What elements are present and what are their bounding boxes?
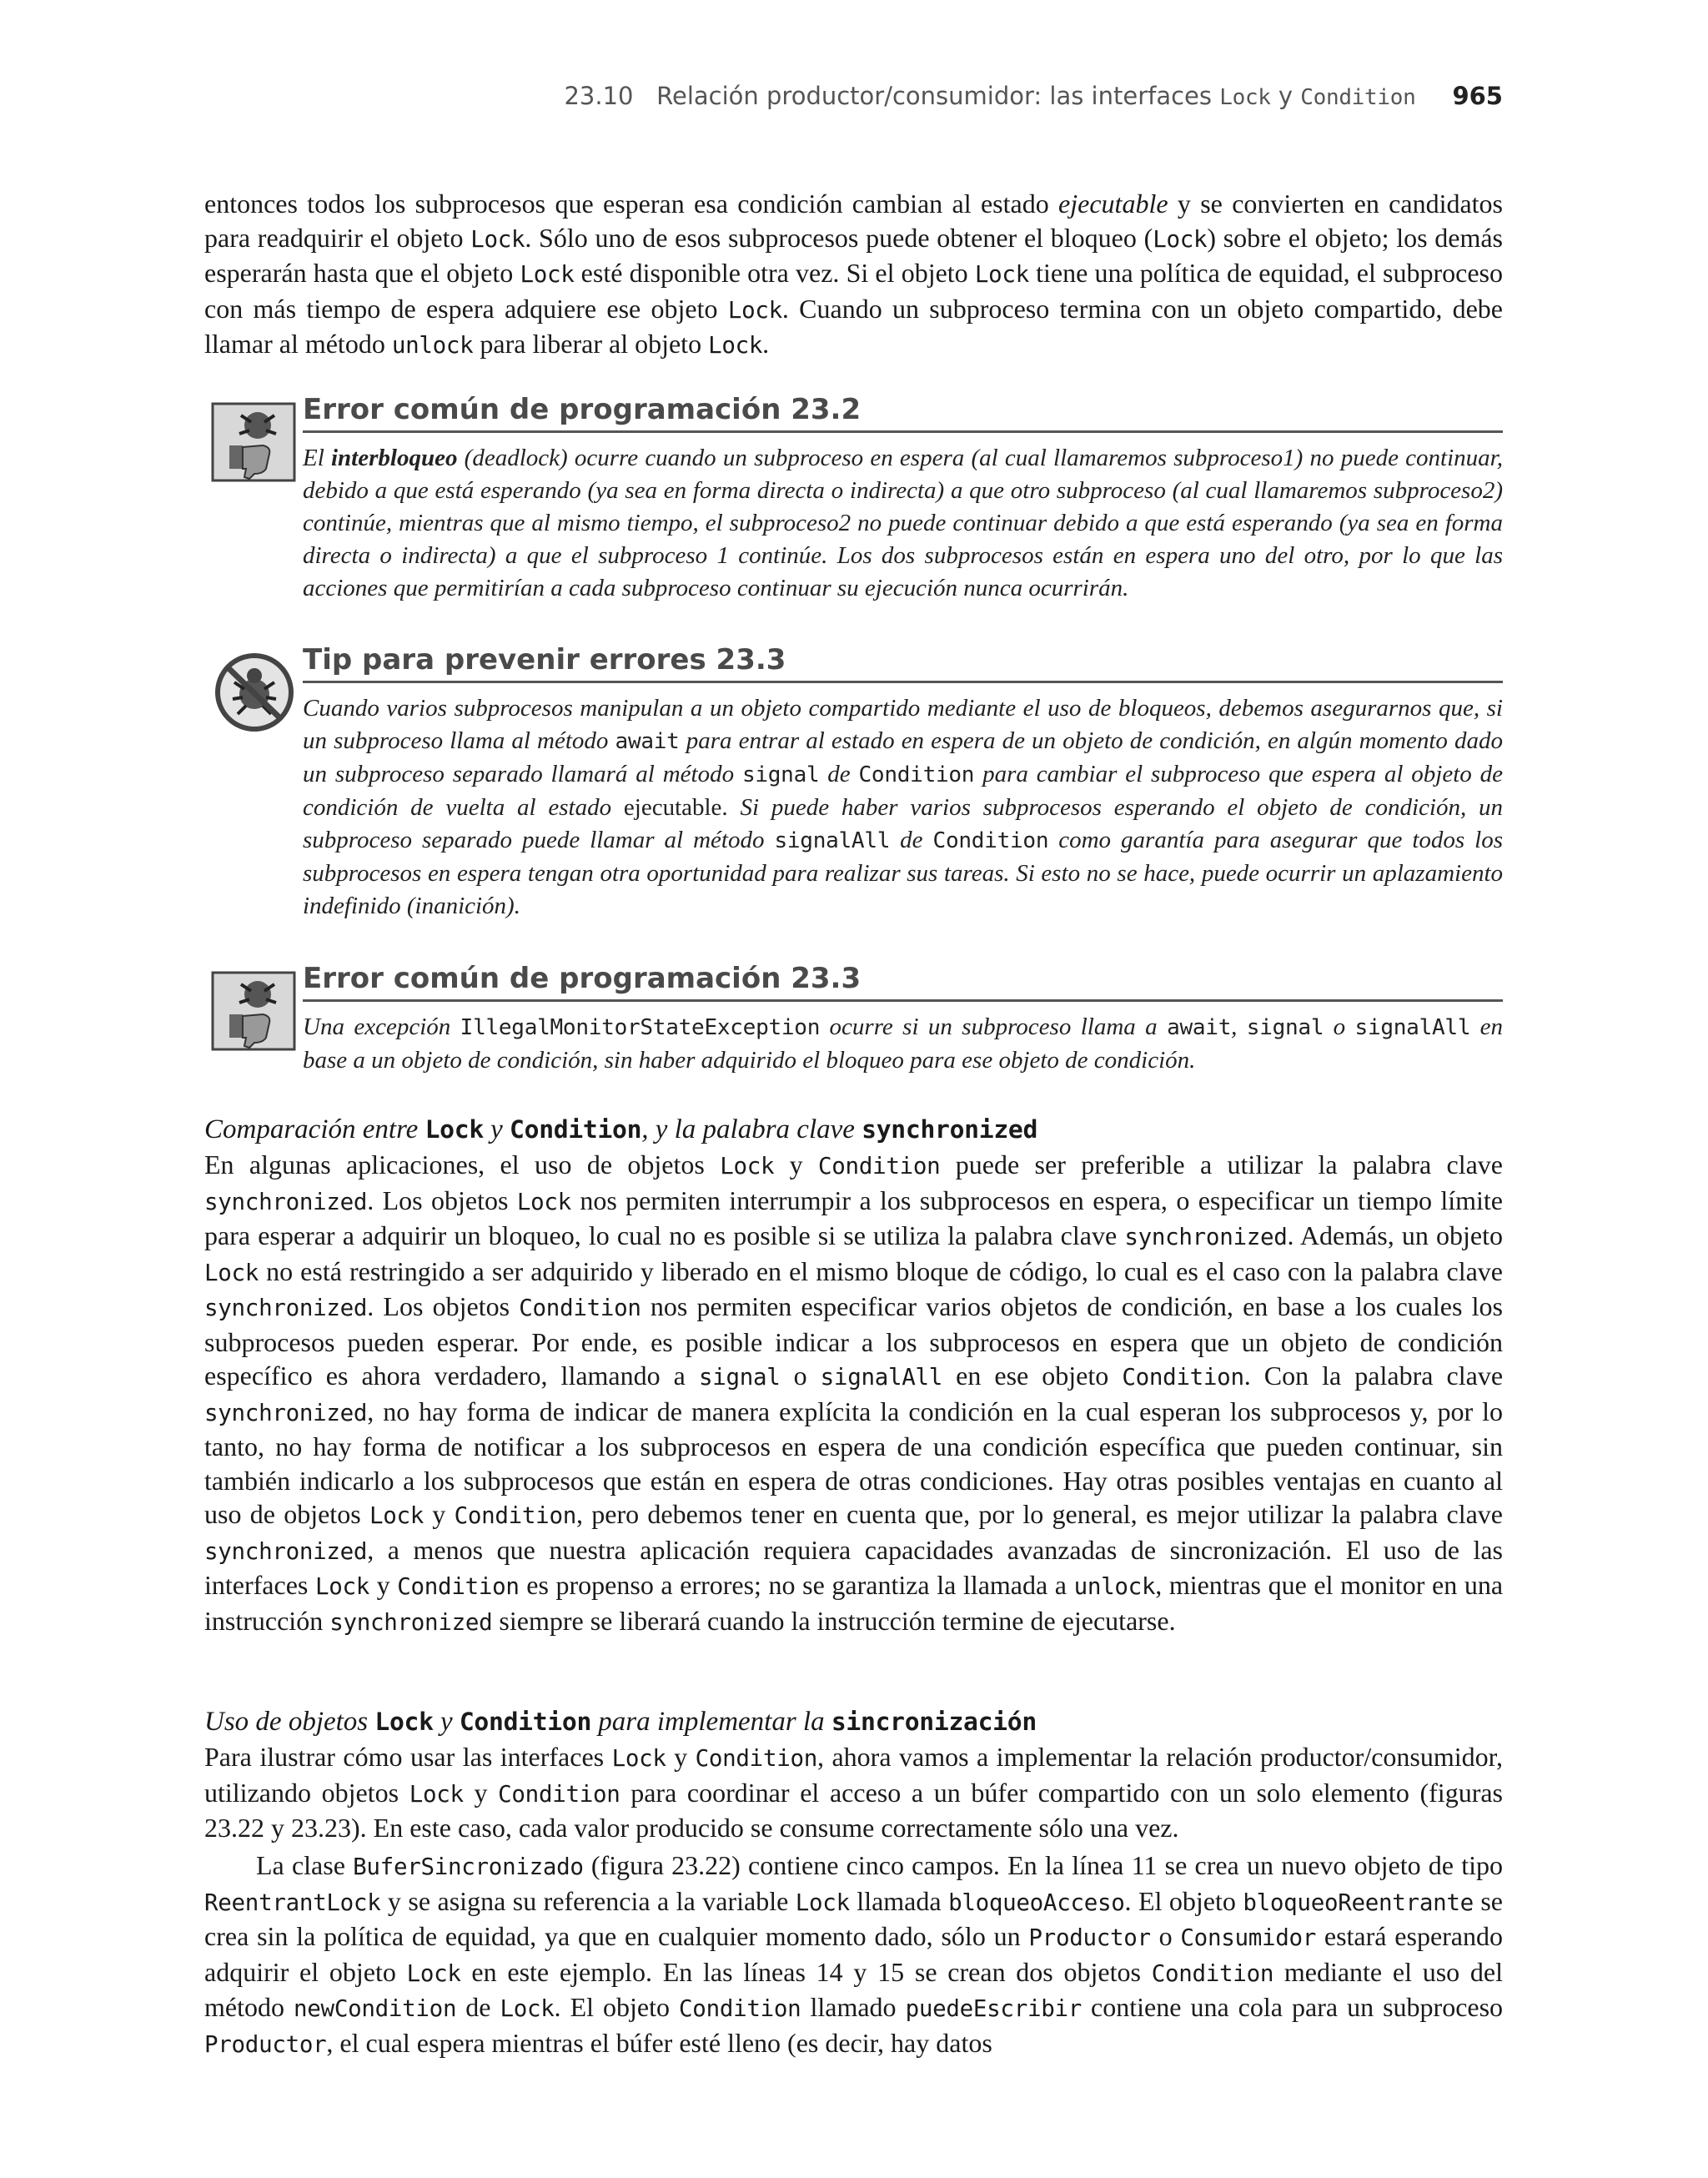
bug-thumbs-down-icon	[211, 400, 298, 484]
bug-thumbs-down-icon	[211, 969, 298, 1053]
comparison-paragraph: En algunas aplicaciones, el uso de objetos Lock y Condition puede ser preferible a utilizar la palabra clave synchronized. Los objetos Lock nos permiten interrumpir a los subprocesos en espera, o especificar un tiempo límite para esperar a adquirir un bloqueo, lo cual no es posible si se utiliza la palabra clave synchronized. Además, un objeto Lock no está restringido a ser adquirido y liberado en el mismo bloque de código, lo cual es el caso con la palabra clave synchronized. Los objetos Condition nos permiten especificar varios objetos de condición, en base a los cuales los subprocesos pueden esperar. Por ende, es posible indicar a los subprocesos en espera que un objeto de condición específico es ahora verdadero, llamando a signal o signalAll en ese objeto Condition. Con la palabra clave synchronized, no hay forma de indicar de manera explícita la condición en la cual esperan los subprocesos y, por lo tanto, no hay forma de notificar a los subprocesos en espera de una condición específica que pueden continuar, sin también indicarlo a los subprocesos que están en espera de otras condiciones. Hay otras posibles ventajas en cuanto al uso de objetos Lock y Condition, pero debemos tener en cuenta que, por lo general, es mejor utilizar la palabra clave synchronized, a menos que nuestra aplicación requiera capacidades avanzadas de sincronización. El uso de las interfaces Lock y Condition es propenso a errores; no se garantiza la llamada a unlock, mientras que el monitor en una instrucción synchronized siempre se liberará cuando la instrucción termine de ejecutarse.	[204, 1149, 1504, 1636]
header-y: y	[1278, 82, 1294, 110]
implementation-paragraph-1: Para ilustrar cómo usar las interfaces Lock y Condition, ahora vamos a implementar la relación productor/consumidor, utilizando objetos Lock y Condition para coordinar el acceso a un búfer compartido con un solo elemento (figuras 23.22 y 23.23). En este caso, cada valor producido se consume correctamente sólo una vez.	[204, 1742, 1504, 1843]
box-title: Error común de programación 23.2	[303, 390, 1503, 433]
section-heading-implementation: Uso de objetos Lock y Condition para implementar la sincronización	[204, 1707, 1037, 1737]
box-text: El interbloqueo (deadlock) ocurre cuando un subproceso en espera (al cual llamaremos subproceso1) no puede continuar, debido a que está esperando (ya sea en forma directa o indirecta) a que otro subproceso (al cual llamaremos subproceso2) continúe, mientras que al mismo tiempo, el subproceso2 no puede continuar debido a que está esperando (ya sea en forma directa o indirecta) a que el subproceso 1 continúe. Los dos subprocesos están en espera uno del otro, por lo que las acciones que permitirían a cada subproceso continuar su ejecución nunca ocurrirán.	[303, 445, 1503, 601]
implementation-paragraph-2: La clase BuferSincronizado (figura 23.22) contiene cinco campos. En la línea 11 se crea un nuevo objeto de tipo ReentrantLock y se asigna su referencia a la variable Lock llamada bloqueoAcceso. El objeto bloqueoReentrante se crea sin la política de equidad, ya que en cualquier momento dado, sólo un Productor o Consumidor estará esperando adquirir el objeto Lock en este ejemplo. En las líneas 14 y 15 se crean dos objetos Condition mediante el uso del método newCondition de Lock. El objeto Condition llamado puedeEscribir contiene una cola para un subproceso Productor, el cual espera mientras el búfer esté lleno (es decir, hay datos	[204, 1850, 1504, 2058]
header-lock: Lock	[1219, 85, 1271, 110]
box-title: Tip para prevenir errores 23.3	[303, 641, 1503, 683]
box-text: Una excepción IllegalMonitorStateException ocurre si un subproceso llama a await, signal o signalAll en base a un objeto de condición, sin haber adquirido el bloqueo para ese objeto de condición.	[303, 1014, 1504, 1074]
box-title: Error común de programación 23.3	[303, 959, 1503, 1002]
no-bug-icon	[211, 651, 298, 734]
section-heading-comparison: Comparación entre Lock y Condition, y la palabra clave synchronized	[204, 1114, 1038, 1144]
running-header	[204, 82, 1503, 110]
intro-paragraph: entonces todos los subprocesos que esperan esa condición cambian al estado ejecutable y se convierten en candidatos para readquirir el objeto Lock. Sólo uno de esos subprocesos puede obtener el bloqueo (Lock) sobre el objeto; los demás esperarán hasta que el objeto Lock esté disponible otra vez. Si el objeto Lock tiene una política de equidad, el subproceso con más tiempo de espera adquiere ese objeto Lock. Cuando un subproceso termina con un objeto compartido, debe llamar al método unlock para liberar al objeto Lock.	[204, 189, 1504, 359]
header-title: Relación productor/consumidor: las interfaces	[656, 82, 1213, 110]
section-number: 23.10	[564, 82, 634, 110]
header-condition: Condition	[1300, 85, 1416, 110]
page-number: 965	[1452, 82, 1503, 110]
box-text: Cuando varios subprocesos manipulan a un objeto compartido mediante el uso de bloqueos, debemos asegurarnos que, si un subproceso llama al método await para entrar al estado en espera de un objeto de condición, en algún momento dado un subproceso separado llamará al método signal de Condition para cambiar el subproceso que espera al objeto de condición de vuelta al estado ejecutable. Si puede haber varios subprocesos esperando el objeto de condición, un subproceso separado puede llamar al método signalAll de Condition como garantía para asegurar que todos los subprocesos en espera tengan otra oportunidad para realizar sus tareas. Si esto no se hace, puede ocurrir un aplazamiento indefinido (inanición).	[303, 695, 1504, 919]
